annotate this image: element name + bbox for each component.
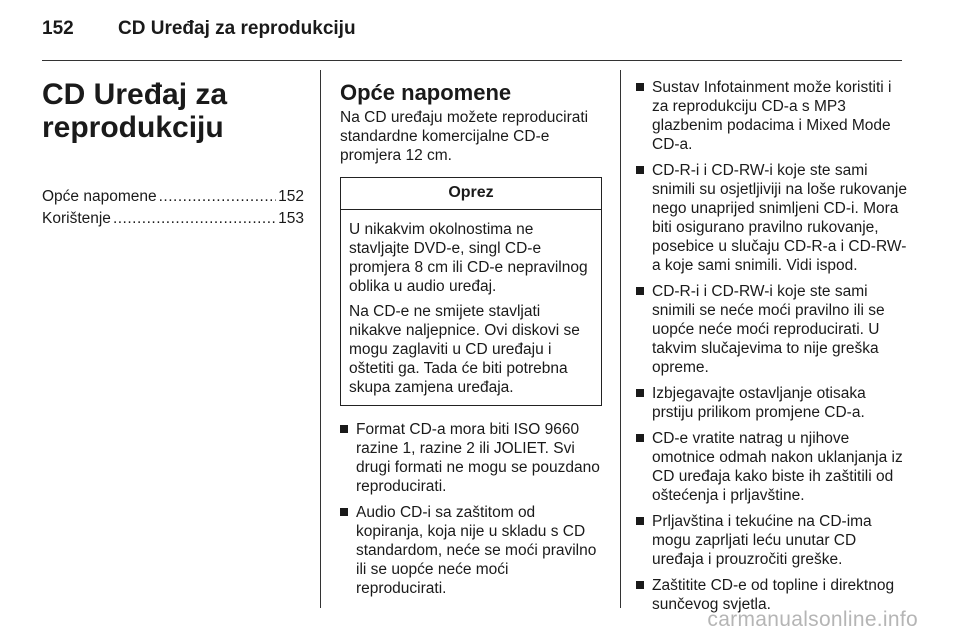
list-item [340,420,602,496]
bullet-square-icon [636,581,644,589]
toc-leader-dots [159,186,277,208]
caution-heading: Oprez [341,178,601,210]
chapter-title: CD Uređaj za reprodukciju [42,78,228,144]
bullet-square-icon [636,434,644,442]
bullet-square-icon [636,389,644,397]
page-number: 152 [42,18,74,39]
section-intro: Na CD uređaju možete reproducirati standardne komercijalne CD-e promjera 12 cm. [340,109,589,164]
caution-paragraph: U nikakvim okolnostima ne stavljajte DVD-e, singl CD-e promjera 8 cm ili CD-e nepravilnog oblika u audio uređaj. [349,221,588,295]
list-item-text: CD-R-i i CD-RW-i koje ste sami snimili su osjetljiviji na loše rukovanje nego unaprijed snimljeni CD-i. Mora biti osigurano pravilno rukovanje, posebice u slučaju CD-R-a i CD-RW-a koje sami snimili. Vidi ispod. [652,162,907,274]
list-item-text: Format CD-a mora biti ISO 9660 razine 1, razine 2 ili JOLIET. Svi drugi formati ne mogu se pouzdano reproducirati. [356,421,600,495]
caution-paragraph: Na CD-e ne smijete stavljati nikakve naljepnice. Ovi diskovi se mogu zaglaviti u CD uređaju i oštetiti ga. Tada će biti potrebna skupa zamjena uređaja. [349,303,580,396]
bullet-list-col2 [340,420,602,598]
watermark: carmanualsonline.info [707,608,918,631]
bullet-square-icon [636,166,644,174]
list-item [636,282,908,377]
list-item-text: Zaštitite CD-e od topline i direktnog sunčevog svjetla. [652,577,895,613]
bullet-square-icon [340,508,348,516]
bullet-square-icon [636,83,644,91]
list-item [636,429,908,505]
chapter-column [42,78,304,230]
list-item-text: CD-R-i i CD-RW-i koje ste sami snimili se neće moći pravilno ili se uopće neće moći reproducirati. U takvim slučajevima to nije greška opreme. [652,283,885,376]
notes-column [636,78,908,621]
list-item [636,78,908,154]
toc-entry-opce-napomene[interactable] [42,186,304,208]
column-divider-left [320,70,321,608]
bullet-square-icon [340,425,348,433]
toc-entry-label: Korištenje [42,210,111,227]
section-title: Opće napomene [340,80,512,105]
bullet-list-col3 [636,78,908,614]
bullet-square-icon [636,287,644,295]
bullet-square-icon [636,517,644,525]
list-item [636,161,908,275]
header-rule [42,60,902,61]
running-title: CD Uređaj za reprodukciju [118,18,356,39]
list-item [636,384,908,422]
list-item-text: CD-e vratite natrag u njihove omotnice odmah nakon uklanjanja iz CD uređaja kako biste ih zaštitili od oštećenja i prljavštine. [652,430,903,504]
page-header [42,18,356,40]
section-column [340,80,602,605]
list-item [636,512,908,569]
toc-entry-page: 152 [278,188,304,205]
caution-body [341,210,601,405]
toc-leader-dots [113,208,276,230]
toc-entry-koristenje[interactable] [42,208,304,230]
list-item-text: Izbjegavajte ostavljanje otisaka prstiju prilikom promjene CD-a. [652,385,866,421]
list-item [340,503,602,598]
toc-entry-page: 153 [278,210,304,227]
table-of-contents [42,186,304,230]
toc-entry-label: Opće napomene [42,188,157,205]
list-item-text: Sustav Infotainment može koristiti i za reprodukciju CD-a s MP3 glazbenim podacima i Mixed Mode CD-a. [652,79,892,153]
column-divider-right [620,70,621,608]
list-item-text: Prljavština i tekućine na CD-ima mogu zaprljati leću unutar CD uređaja i prouzročiti greške. [652,513,872,568]
list-item-text: Audio CD-i sa zaštitom od kopiranja, koja nije u skladu s CD standardom, neće se moći pravilno ili se uopće neće moći reproducirati. [356,504,597,597]
caution-box [340,177,602,406]
